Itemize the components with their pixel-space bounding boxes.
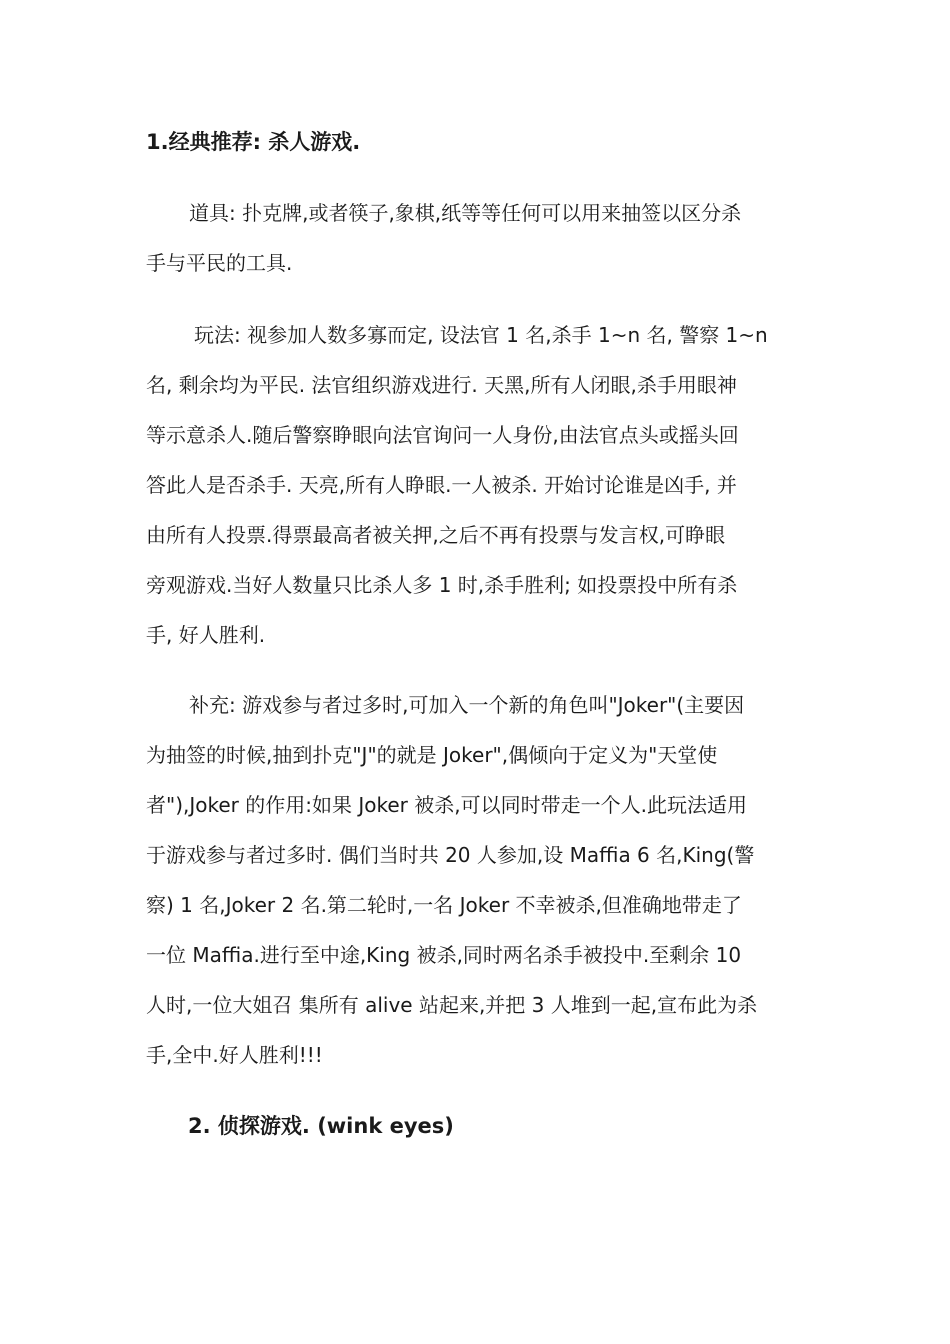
paragraph-line: 玩法: 视参加人数多寡而定, 设法官 1 名,杀手 1~n 名, 警察 1~n	[194, 323, 768, 347]
paragraph-line: 由所有人投票.得票最高者被关押,之后不再有投票与发言权,可睁眼	[146, 523, 726, 547]
props-paragraph	[146, 188, 806, 288]
paragraph-line: 等示意杀人.随后警察睁眼向法官询问一人身份,由法官点头或摇头回	[146, 423, 739, 447]
paragraph-line: 手,全中.好人胜利!!!	[146, 1043, 323, 1067]
section-2-title: 2. 侦探游戏. (wink eyes)	[188, 1114, 454, 1138]
supplement-paragraph	[146, 680, 806, 1080]
paragraph-line: 旁观游戏.当好人数量只比杀人多 1 时,杀手胜利; 如投票投中所有杀	[146, 573, 738, 597]
paragraph-line: 手, 好人胜利.	[146, 623, 266, 647]
paragraph-line: 道具: 扑克牌,或者筷子,象棋,纸等等任何可以用来抽签以区分杀	[189, 201, 742, 225]
paragraph-line: 答此人是否杀手. 天亮,所有人睁眼.一人被杀. 开始讨论谁是凶手, 并	[146, 473, 737, 497]
paragraph-line: 者"),Joker 的作用:如果 Joker 被杀,可以同时带走一个人.此玩法适用	[146, 793, 747, 817]
paragraph-line: 人时,一位大姐召 集所有 alive 站起来,并把 3 人堆到一起,宣布此为杀	[146, 993, 758, 1017]
paragraph-line: 手与平民的工具.	[146, 251, 293, 275]
rules-paragraph	[146, 310, 806, 660]
paragraph-line: 补充: 游戏参与者过多时,可加入一个新的角色叫"Joker"(主要因	[189, 693, 745, 717]
paragraph-line: 一位 Maffia.进行至中途,King 被杀,同时两名杀手被投中.至剩余 10	[146, 943, 742, 967]
paragraph-line: 于游戏参与者过多时. 偶们当时共 20 人参加,设 Maffia 6 名,King(警	[146, 843, 755, 867]
paragraph-line: 名, 剩余均为平民. 法官组织游戏进行. 天黑,所有人闭眼,杀手用眼神	[146, 373, 737, 397]
section-1-title: 1.经典推荐: 杀人游戏.	[146, 130, 361, 154]
paragraph-line: 为抽签的时候,抽到扑克"J"的就是 Joker",偶倾向于定义为"天堂使	[146, 743, 718, 767]
paragraph-line: 察) 1 名,Joker 2 名.第二轮时,一名 Joker 不幸被杀,但准确地带走了	[146, 893, 742, 917]
